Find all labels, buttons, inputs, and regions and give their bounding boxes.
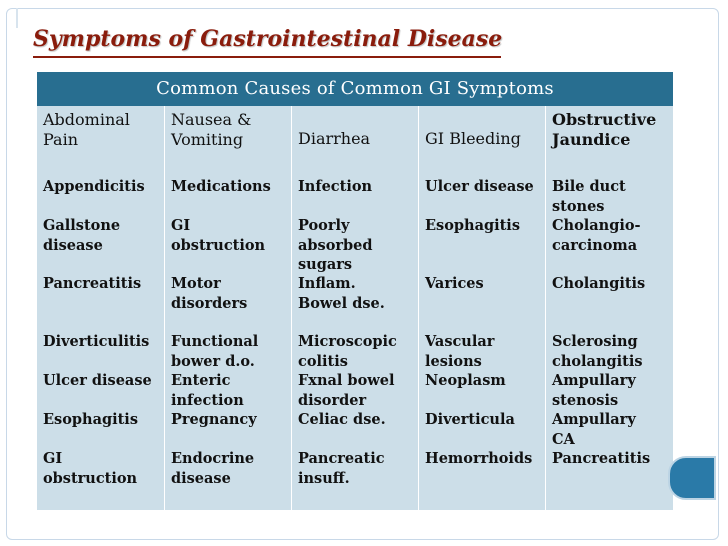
slide-nav-tab[interactable] xyxy=(668,456,716,500)
column-heading xyxy=(552,109,673,165)
list-item: Enteric infection xyxy=(171,372,244,409)
list-item: Endocrine disease xyxy=(171,450,255,487)
list-item: Ampullary stenosis xyxy=(552,372,636,409)
list-item: Fxnal bowel disorder xyxy=(298,372,395,409)
list-item: Motor disorders xyxy=(171,275,248,312)
column-obstructive-jaundice xyxy=(545,106,673,510)
list-item: Poorly absorbed sugars xyxy=(298,217,373,273)
list-item: Esophagitis xyxy=(425,217,520,234)
list-item: Pancreatitis xyxy=(552,450,651,467)
list-item: Ulcer disease xyxy=(425,178,534,195)
column-heading-text: Nausea & Vomiting xyxy=(171,110,252,149)
list-item: Functional bower d.o. xyxy=(171,333,259,370)
list-item: Ampullary CA xyxy=(552,411,636,448)
column-heading xyxy=(171,109,291,165)
gi-symptoms-table xyxy=(37,72,673,510)
list-item: Microscopic colitis xyxy=(298,333,397,370)
column-abdominal-pain xyxy=(37,106,164,510)
column-heading-text: Abdominal Pain xyxy=(43,110,130,149)
list-item: Pancreatic insuff. xyxy=(298,450,385,487)
column-gi-bleeding xyxy=(418,106,545,510)
column-heading-text: GI Bleeding xyxy=(425,129,521,148)
table-header: Common Causes of Common GI Symptoms xyxy=(37,72,673,106)
column-heading xyxy=(425,109,545,165)
column-heading-text: Obstructive Jaundice xyxy=(552,110,657,149)
list-item: GI obstruction xyxy=(43,450,138,487)
list-item: Hemorrhoids xyxy=(425,450,533,467)
list-item: Pancreatitis xyxy=(43,275,142,292)
list-item: Inflam. Bowel dse. xyxy=(298,275,385,312)
table-body xyxy=(37,106,673,510)
column-heading-text: Diarrhea xyxy=(298,129,371,148)
list-item: Celiac dse. xyxy=(298,411,386,428)
list-item: Bile duct stones xyxy=(552,178,626,215)
column-heading xyxy=(43,109,164,165)
list-item: Cholangio- carcinoma xyxy=(552,217,641,254)
list-item: Diverticula xyxy=(425,411,515,428)
column-heading xyxy=(298,109,418,165)
list-item: Pregnancy xyxy=(171,411,257,428)
list-item: Diverticulitis xyxy=(43,333,150,350)
list-item: Neoplasm xyxy=(425,372,506,389)
list-item: Medications xyxy=(171,178,271,195)
list-item: Ulcer disease xyxy=(43,372,152,389)
title-underline xyxy=(33,56,501,58)
list-item: Esophagitis xyxy=(43,411,138,428)
slide-title: Symptoms of Gastrointestinal Disease xyxy=(33,26,503,52)
list-item: Varices xyxy=(425,275,484,292)
list-item: Appendicitis xyxy=(43,178,145,195)
column-nausea-vomiting xyxy=(164,106,291,510)
list-item: GI obstruction xyxy=(171,217,266,254)
frame-accent-line xyxy=(16,8,18,28)
column-diarrhea xyxy=(291,106,418,510)
list-item: Vascular lesions xyxy=(425,333,495,370)
list-item: Gallstone disease xyxy=(43,217,121,254)
list-item: Cholangitis xyxy=(552,275,646,292)
list-item: Infection xyxy=(298,178,373,195)
list-item: Sclerosing cholangitis xyxy=(552,333,643,370)
